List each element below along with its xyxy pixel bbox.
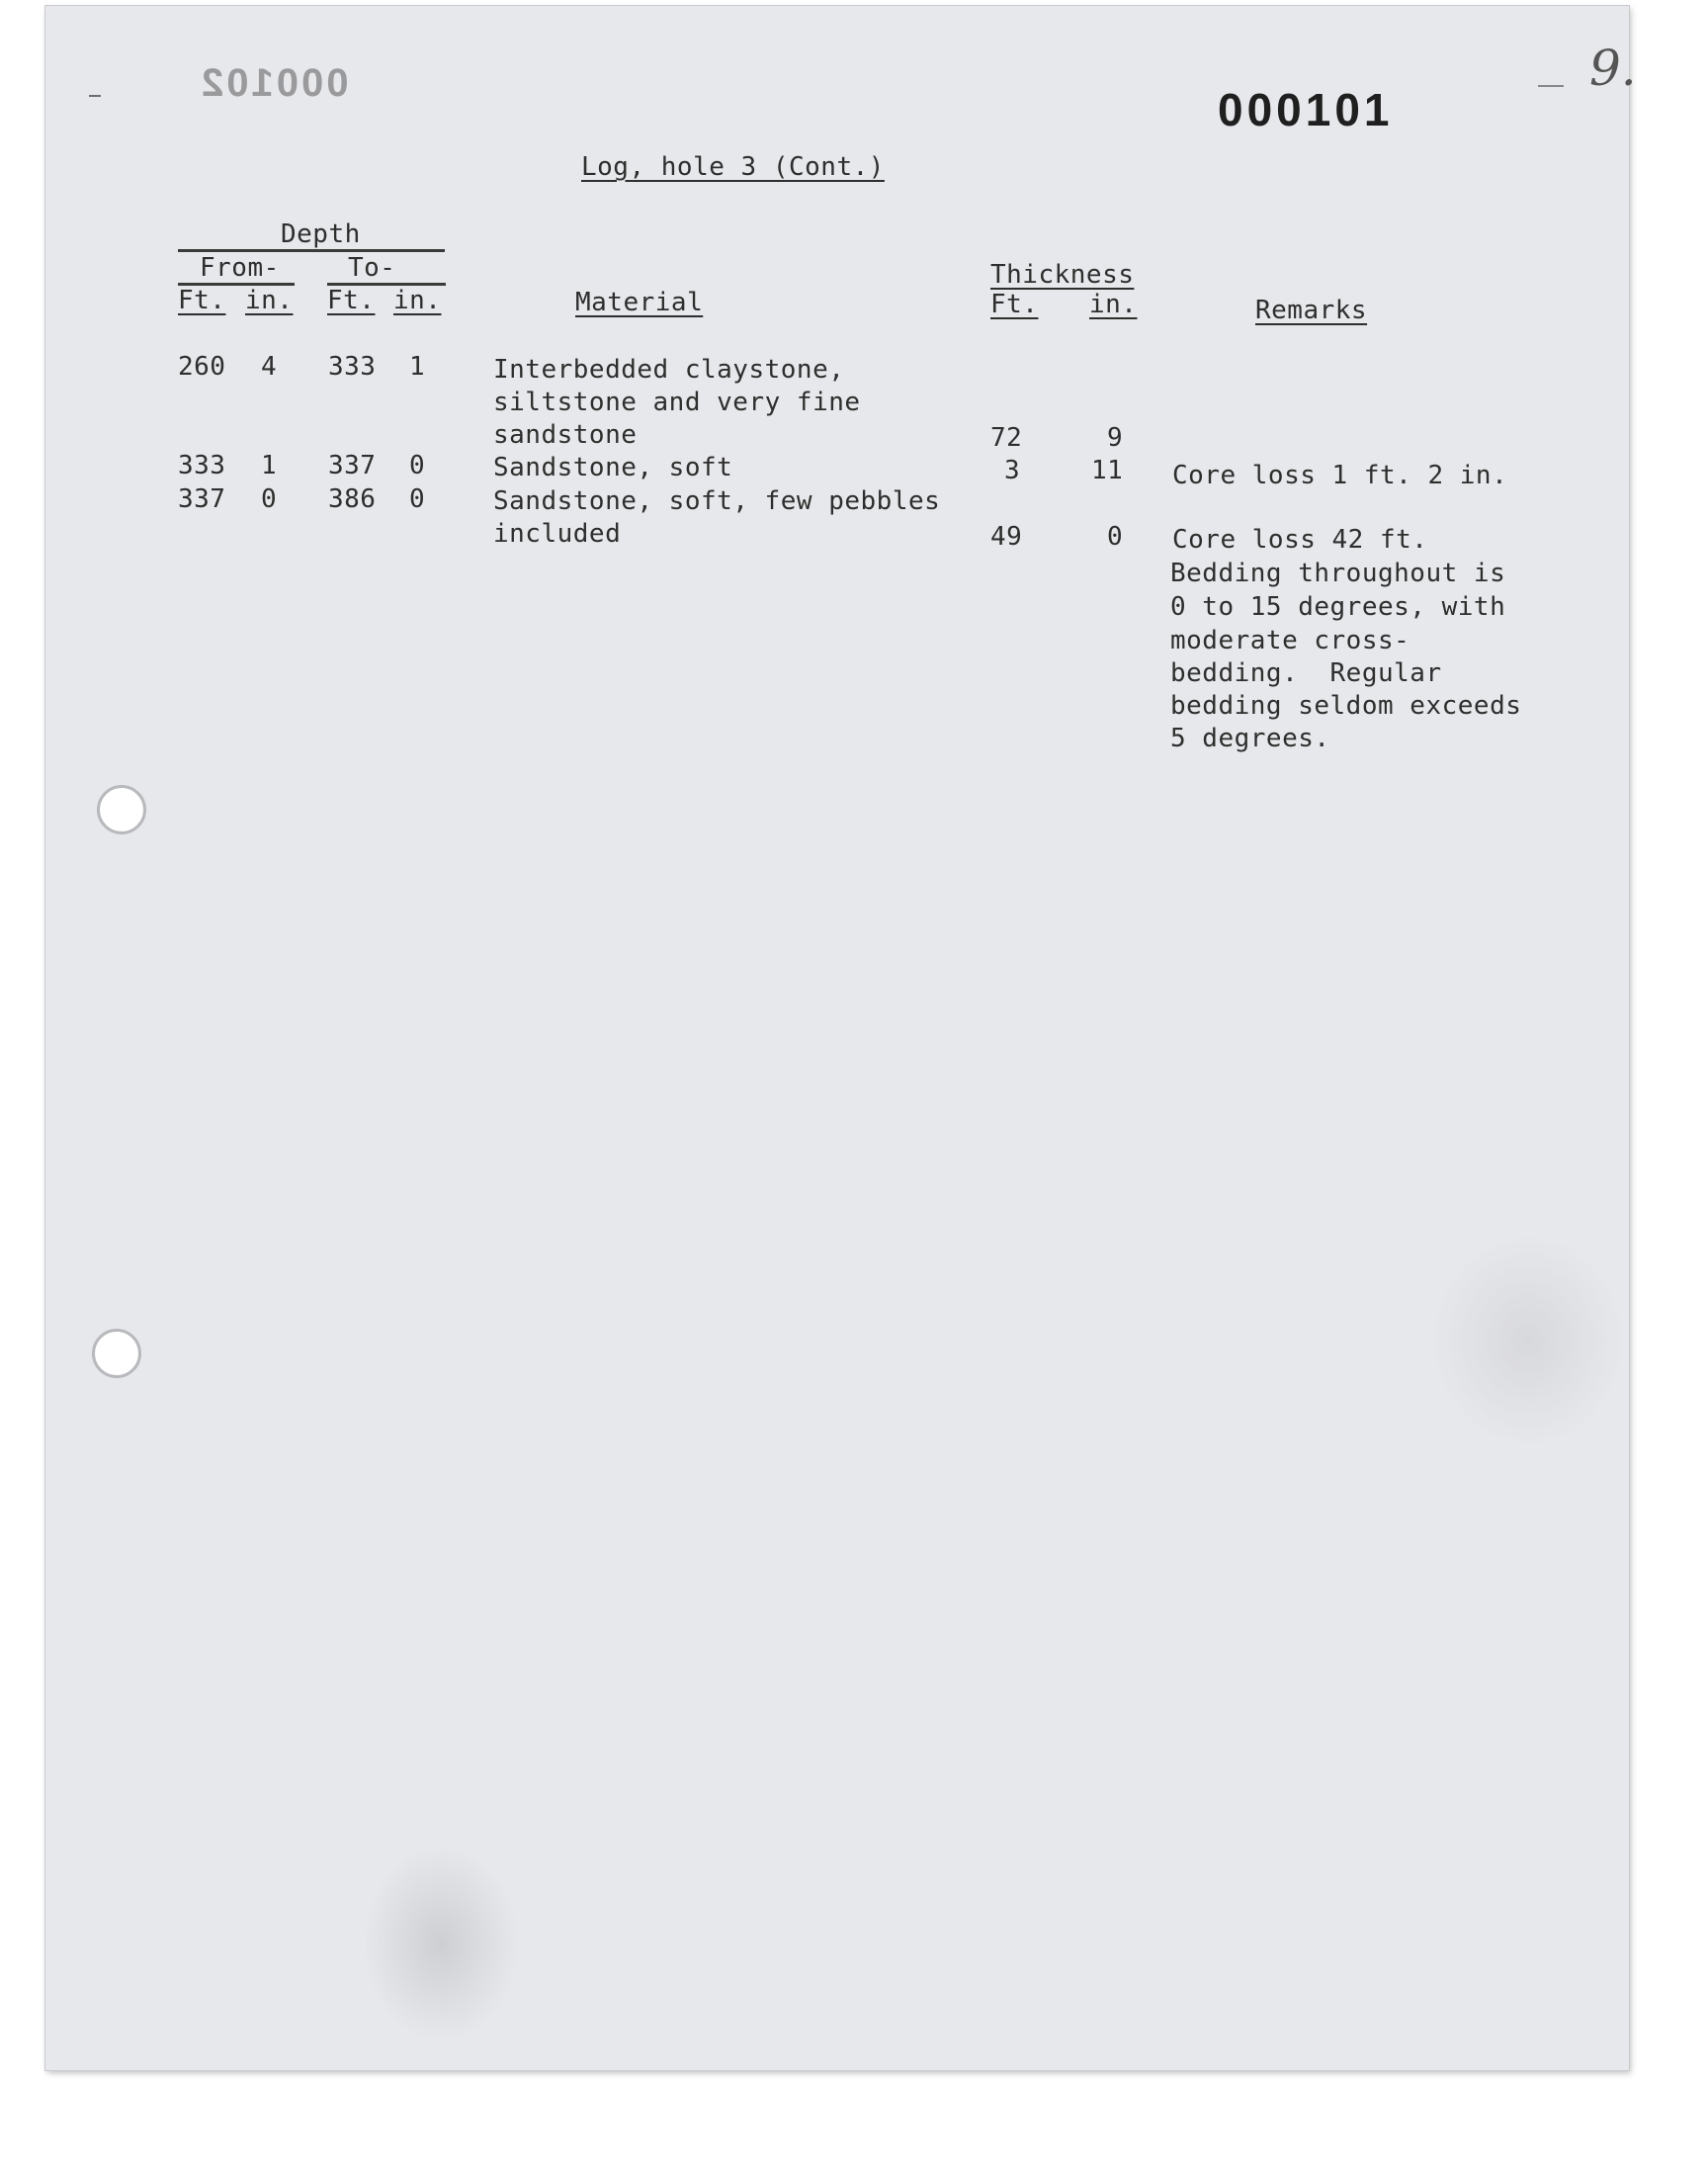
header-from-in: in. xyxy=(245,286,294,315)
header-material: Material xyxy=(575,288,704,317)
binder-hole xyxy=(97,785,146,834)
cell-thickness-in: 9 xyxy=(1107,423,1124,453)
cell-material-line: included xyxy=(493,519,622,549)
handwritten-page-number: 9. xyxy=(1589,40,1637,97)
cell-remarks-line: Core loss 42 ft. xyxy=(1172,525,1428,555)
header-thickness-ft: Ft. xyxy=(990,290,1039,319)
document-number-stamp: 000101 xyxy=(1218,84,1394,135)
mirrored-bleedthrough-number: 000102 xyxy=(199,61,349,105)
stray-mark xyxy=(1538,85,1564,87)
header-thickness: Thickness xyxy=(990,260,1135,290)
cell-material-line: Interbedded claystone, xyxy=(493,355,845,385)
cell-remarks-line: 5 degrees. xyxy=(1170,724,1330,753)
cell-from-in: 1 xyxy=(261,451,278,480)
header-depth: Depth xyxy=(281,219,361,249)
cell-to-in: 0 xyxy=(409,484,426,514)
cell-thickness-ft: 3 xyxy=(1004,456,1021,485)
cell-material-line: Sandstone, soft xyxy=(493,453,733,482)
header-to-ft: Ft. xyxy=(327,286,376,315)
cell-thickness-ft: 49 xyxy=(990,522,1023,552)
cell-remarks-line: bedding. Regular xyxy=(1170,658,1442,688)
header-thickness-in: in. xyxy=(1089,290,1138,319)
cell-remarks-line: moderate cross- xyxy=(1170,626,1410,655)
cell-from-in: 0 xyxy=(261,484,278,514)
cell-from-ft: 333 xyxy=(178,451,226,480)
cell-thickness-ft: 72 xyxy=(990,423,1023,453)
document-page xyxy=(45,6,1637,2070)
header-from: From- xyxy=(200,253,280,283)
header-to: To- xyxy=(348,253,396,283)
header-remarks: Remarks xyxy=(1255,296,1368,325)
cell-remarks-line: bedding seldom exceeds xyxy=(1170,691,1522,721)
cell-remarks-line: Core loss 1 ft. 2 in. xyxy=(1172,461,1508,490)
cell-to-in: 1 xyxy=(409,352,426,382)
cell-to-ft: 333 xyxy=(328,352,377,382)
stray-mark xyxy=(89,95,101,97)
cell-remarks-line: 0 to 15 degrees, with xyxy=(1170,592,1506,622)
cell-from-in: 4 xyxy=(261,352,278,382)
cell-to-ft: 337 xyxy=(328,451,377,480)
cell-to-ft: 386 xyxy=(328,484,377,514)
cell-material-line: sandstone xyxy=(493,420,638,450)
cell-to-in: 0 xyxy=(409,451,426,480)
header-to-in: in. xyxy=(393,286,442,315)
cell-from-ft: 337 xyxy=(178,484,226,514)
depth-header-rule xyxy=(178,249,445,252)
cell-material-line: siltstone and very fine xyxy=(493,388,861,417)
cell-material-line: Sandstone, soft, few pebbles xyxy=(493,486,941,516)
cell-thickness-in: 0 xyxy=(1107,522,1124,552)
page-title: Log, hole 3 (Cont.) xyxy=(581,152,885,182)
cell-thickness-in: 11 xyxy=(1091,456,1124,485)
cell-from-ft: 260 xyxy=(178,352,226,382)
header-from-ft: Ft. xyxy=(178,286,226,315)
binder-hole xyxy=(92,1329,141,1378)
cell-remarks-line: Bedding throughout is xyxy=(1170,559,1506,588)
